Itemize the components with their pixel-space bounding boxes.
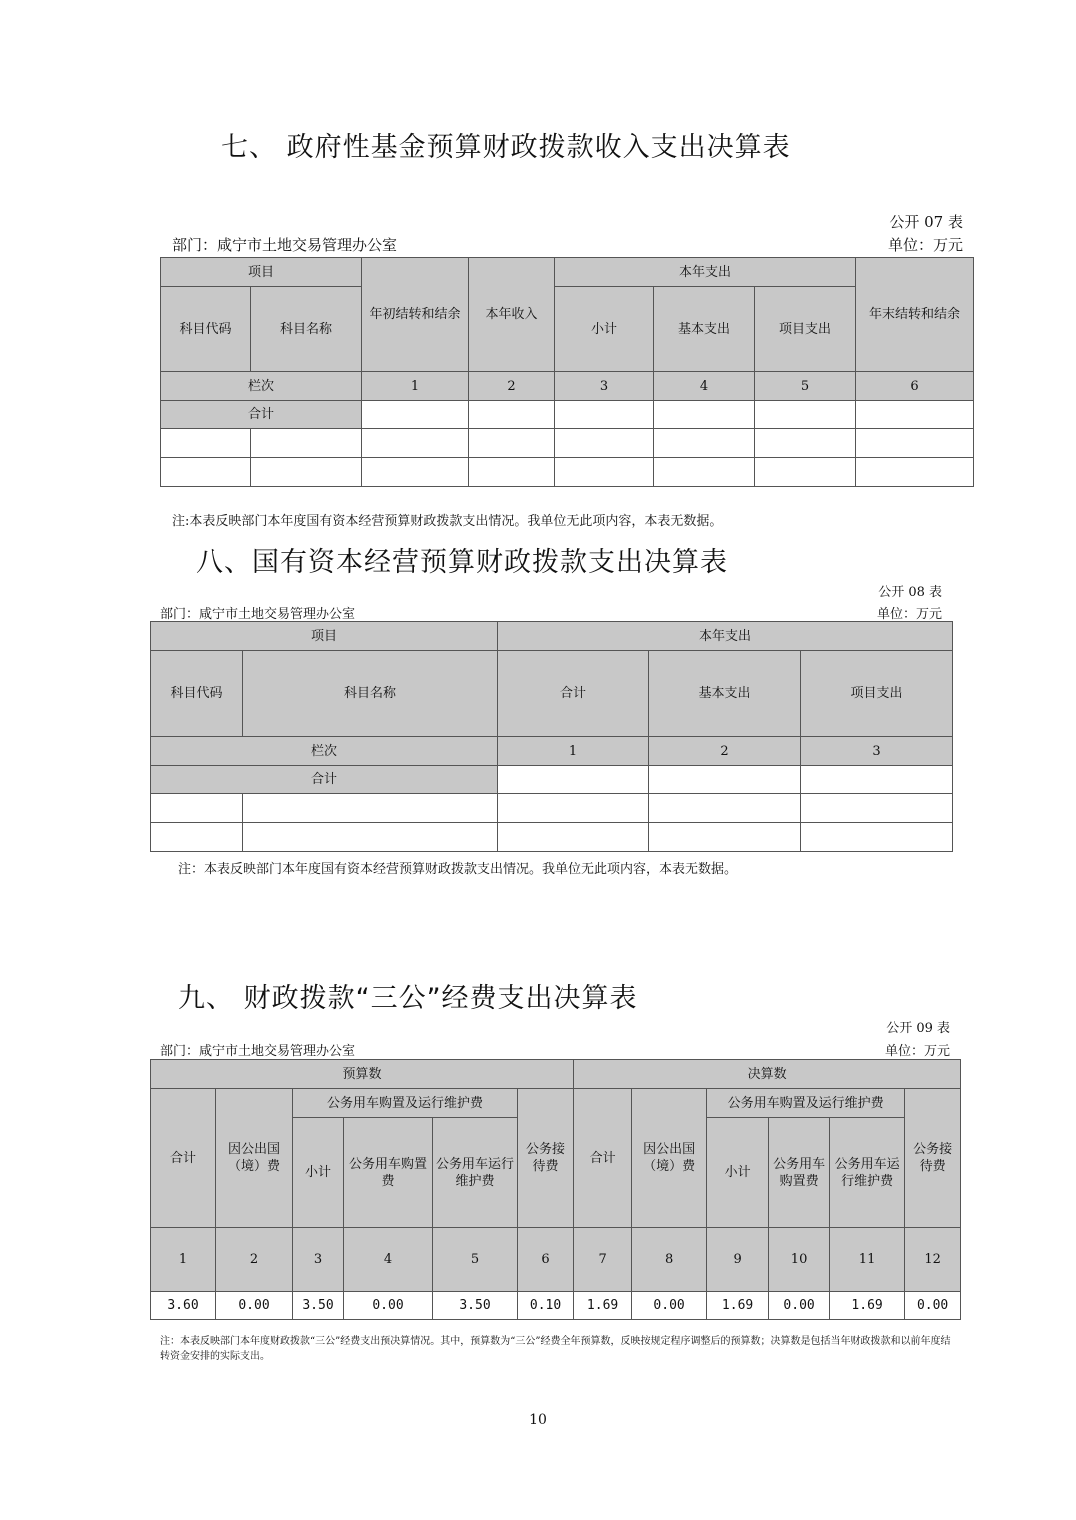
sec9-h-subtotal: 小计 bbox=[293, 1118, 344, 1228]
sec9-col-num: 5 bbox=[433, 1228, 518, 1292]
sec7-col-num: 1 bbox=[362, 372, 469, 401]
sec7-h-subtotal: 小计 bbox=[555, 287, 654, 372]
sec9-col-num: 7 bbox=[574, 1228, 632, 1292]
sec9-value-cell: 0.10 bbox=[518, 1292, 574, 1320]
table-cell bbox=[555, 458, 654, 487]
sec9-table bbox=[150, 1059, 961, 1320]
sec9-h-abroad: 因公出国（境）费 bbox=[216, 1089, 293, 1228]
sec9-value-cell: 3.50 bbox=[293, 1292, 344, 1320]
sec8-h-basic: 基本支出 bbox=[649, 651, 801, 737]
sec7-h-end: 年末结转和结余 bbox=[856, 258, 974, 372]
sec7-total-label: 合计 bbox=[161, 401, 362, 429]
table-cell bbox=[243, 794, 498, 823]
sec9-table-code: 公开 09 表 bbox=[886, 1021, 950, 1036]
sec7-table-code: 公开 07 表 bbox=[889, 213, 963, 231]
table-cell bbox=[654, 401, 755, 429]
table-cell bbox=[856, 429, 974, 458]
sec9-h-reception: 公务接待费 bbox=[518, 1089, 574, 1228]
sec9-value-cell: 3.60 bbox=[151, 1292, 216, 1320]
sec9-col-num: 3 bbox=[293, 1228, 344, 1292]
table-cell bbox=[654, 458, 755, 487]
table-cell bbox=[856, 401, 974, 429]
sec7-h-project: 项目支出 bbox=[755, 287, 856, 372]
table-cell bbox=[151, 794, 243, 823]
table-cell bbox=[469, 458, 555, 487]
table-cell bbox=[362, 401, 469, 429]
sec8-h-item: 项目 bbox=[151, 622, 498, 651]
sec8-h-expense: 本年支出 bbox=[498, 622, 953, 651]
sec9-value-cell: 1.69 bbox=[574, 1292, 632, 1320]
table-cell bbox=[555, 401, 654, 429]
sec9-title: 九、 财政拨款“三公”经费支出决算表 bbox=[178, 983, 638, 1014]
sec7-h-code: 科目代码 bbox=[161, 287, 251, 372]
table-cell bbox=[649, 766, 801, 794]
table-cell bbox=[362, 429, 469, 458]
sec8-col-num: 2 bbox=[649, 737, 801, 766]
sec9-h-total-final: 合计 bbox=[574, 1089, 632, 1228]
sec9-h-total: 合计 bbox=[151, 1089, 216, 1228]
sec8-col-num: 3 bbox=[801, 737, 953, 766]
table-cell bbox=[555, 429, 654, 458]
table-cell bbox=[469, 401, 555, 429]
sec9-h-subtotal-final: 小计 bbox=[707, 1118, 769, 1228]
sec9-dept: 部门：咸宁市土地交易管理办公室 bbox=[160, 1044, 356, 1059]
table-cell bbox=[856, 458, 974, 487]
sec9-value-cell: 0.00 bbox=[632, 1292, 707, 1320]
sec9-h-car-buy: 公务用车购置费 bbox=[344, 1118, 433, 1228]
table-cell bbox=[243, 823, 498, 852]
sec9-col-num: 1 bbox=[151, 1228, 216, 1292]
sec7-row-label: 栏次 bbox=[161, 372, 362, 401]
sec9-note: 注：本表反映部门本年度财政拨款“三公”经费支出预决算情况。其中，预算数为“三公”经费全年预算数，反映按规定程序调整后的预算数；决算数是包括当年财政拨款和以前年度结转资金安排的实际支出。 bbox=[160, 1336, 951, 1362]
table-cell bbox=[755, 429, 856, 458]
table-cell bbox=[755, 458, 856, 487]
table-cell bbox=[498, 766, 649, 794]
sec9-value-cell: 0.00 bbox=[905, 1292, 961, 1320]
sec9-h-budget: 预算数 bbox=[151, 1060, 574, 1089]
sec9-col-num: 11 bbox=[830, 1228, 905, 1292]
table-cell bbox=[801, 794, 953, 823]
sec8-total-label: 合计 bbox=[151, 766, 498, 794]
sec7-h-expense: 本年支出 bbox=[555, 258, 856, 287]
page-number: 10 bbox=[529, 1412, 547, 1428]
sec7-title: 七、 政府性基金预算财政拨款收入支出决算表 bbox=[221, 132, 791, 163]
sec8-h-code: 科目代码 bbox=[151, 651, 243, 737]
sec8-row-label: 栏次 bbox=[151, 737, 498, 766]
table-cell bbox=[801, 823, 953, 852]
sec9-col-num: 9 bbox=[707, 1228, 769, 1292]
table-cell bbox=[469, 429, 555, 458]
sec7-h-begin: 年初结转和结余 bbox=[362, 258, 469, 372]
table-cell bbox=[498, 823, 649, 852]
sec9-col-num: 6 bbox=[518, 1228, 574, 1292]
table-cell bbox=[649, 794, 801, 823]
sec9-value-cell: 1.69 bbox=[707, 1292, 769, 1320]
sec8-table-code: 公开 08 表 bbox=[878, 585, 942, 600]
sec9-col-num: 4 bbox=[344, 1228, 433, 1292]
sec9-h-car-run: 公务用车运行维护费 bbox=[433, 1118, 518, 1228]
table-cell bbox=[362, 458, 469, 487]
sec8-unit: 单位：万元 bbox=[876, 607, 942, 622]
sec7-h-income: 本年收入 bbox=[469, 258, 555, 372]
sec9-h-car-buy-final: 公务用车购置费 bbox=[769, 1118, 830, 1228]
sec7-h-basic: 基本支出 bbox=[654, 287, 755, 372]
sec8-note: 注：本表反映部门本年度国有资本经营预算财政拨款支出情况。我单位无此项内容，本表无数据。 bbox=[178, 862, 738, 877]
sec8-h-name: 科目名称 bbox=[243, 651, 498, 737]
sec9-col-num: 12 bbox=[905, 1228, 961, 1292]
sec7-dept: 部门：咸宁市土地交易管理办公室 bbox=[172, 236, 398, 254]
sec9-h-car-run-final: 公务用车运行维护费 bbox=[830, 1118, 905, 1228]
sec9-value-cell: 0.00 bbox=[216, 1292, 293, 1320]
sec9-col-num: 10 bbox=[769, 1228, 830, 1292]
sec7-unit: 单位：万元 bbox=[887, 236, 963, 254]
table-cell bbox=[151, 823, 243, 852]
sec8-h-project: 项目支出 bbox=[801, 651, 953, 737]
sec7-note: 注:本表反映部门本年度国有资本经营预算财政拨款支出情况。我单位无此项内容，本表无数据。 bbox=[172, 514, 723, 529]
table-cell bbox=[251, 429, 362, 458]
sec9-col-num: 8 bbox=[632, 1228, 707, 1292]
sec8-col-num: 1 bbox=[498, 737, 649, 766]
table-cell bbox=[801, 766, 953, 794]
sec7-col-num: 3 bbox=[555, 372, 654, 401]
sec9-value-cell: 0.00 bbox=[769, 1292, 830, 1320]
sec7-h-item: 项目 bbox=[161, 258, 362, 287]
sec9-h-car-group: 公务用车购置及运行维护费 bbox=[293, 1089, 518, 1118]
sec9-value-cell: 3.50 bbox=[433, 1292, 518, 1320]
sec7-col-num: 5 bbox=[755, 372, 856, 401]
sec8-h-total: 合计 bbox=[498, 651, 649, 737]
sec9-value-cell: 1.69 bbox=[830, 1292, 905, 1320]
sec7-col-num: 2 bbox=[469, 372, 555, 401]
table-cell bbox=[251, 458, 362, 487]
table-cell bbox=[161, 429, 251, 458]
sec9-h-final: 决算数 bbox=[574, 1060, 961, 1089]
sec7-table bbox=[160, 257, 974, 487]
sec9-col-num: 2 bbox=[216, 1228, 293, 1292]
sec9-value-cell: 0.00 bbox=[344, 1292, 433, 1320]
sec8-title: 八、国有资本经营预算财政拨款支出决算表 bbox=[196, 547, 728, 578]
sec7-col-num: 6 bbox=[856, 372, 974, 401]
sec7-h-name: 科目名称 bbox=[251, 287, 362, 372]
table-cell bbox=[649, 823, 801, 852]
table-cell bbox=[755, 401, 856, 429]
sec9-h-reception-final: 公务接待费 bbox=[905, 1089, 961, 1228]
sec8-table bbox=[150, 621, 953, 852]
sec7-col-num: 4 bbox=[654, 372, 755, 401]
table-cell bbox=[654, 429, 755, 458]
sec9-unit: 单位：万元 bbox=[884, 1044, 950, 1059]
sec8-dept: 部门：咸宁市土地交易管理办公室 bbox=[160, 607, 356, 622]
sec9-h-abroad-final: 因公出国（境）费 bbox=[632, 1089, 707, 1228]
table-cell bbox=[161, 458, 251, 487]
sec9-h-car-group-final: 公务用车购置及运行维护费 bbox=[707, 1089, 905, 1118]
table-cell bbox=[498, 794, 649, 823]
